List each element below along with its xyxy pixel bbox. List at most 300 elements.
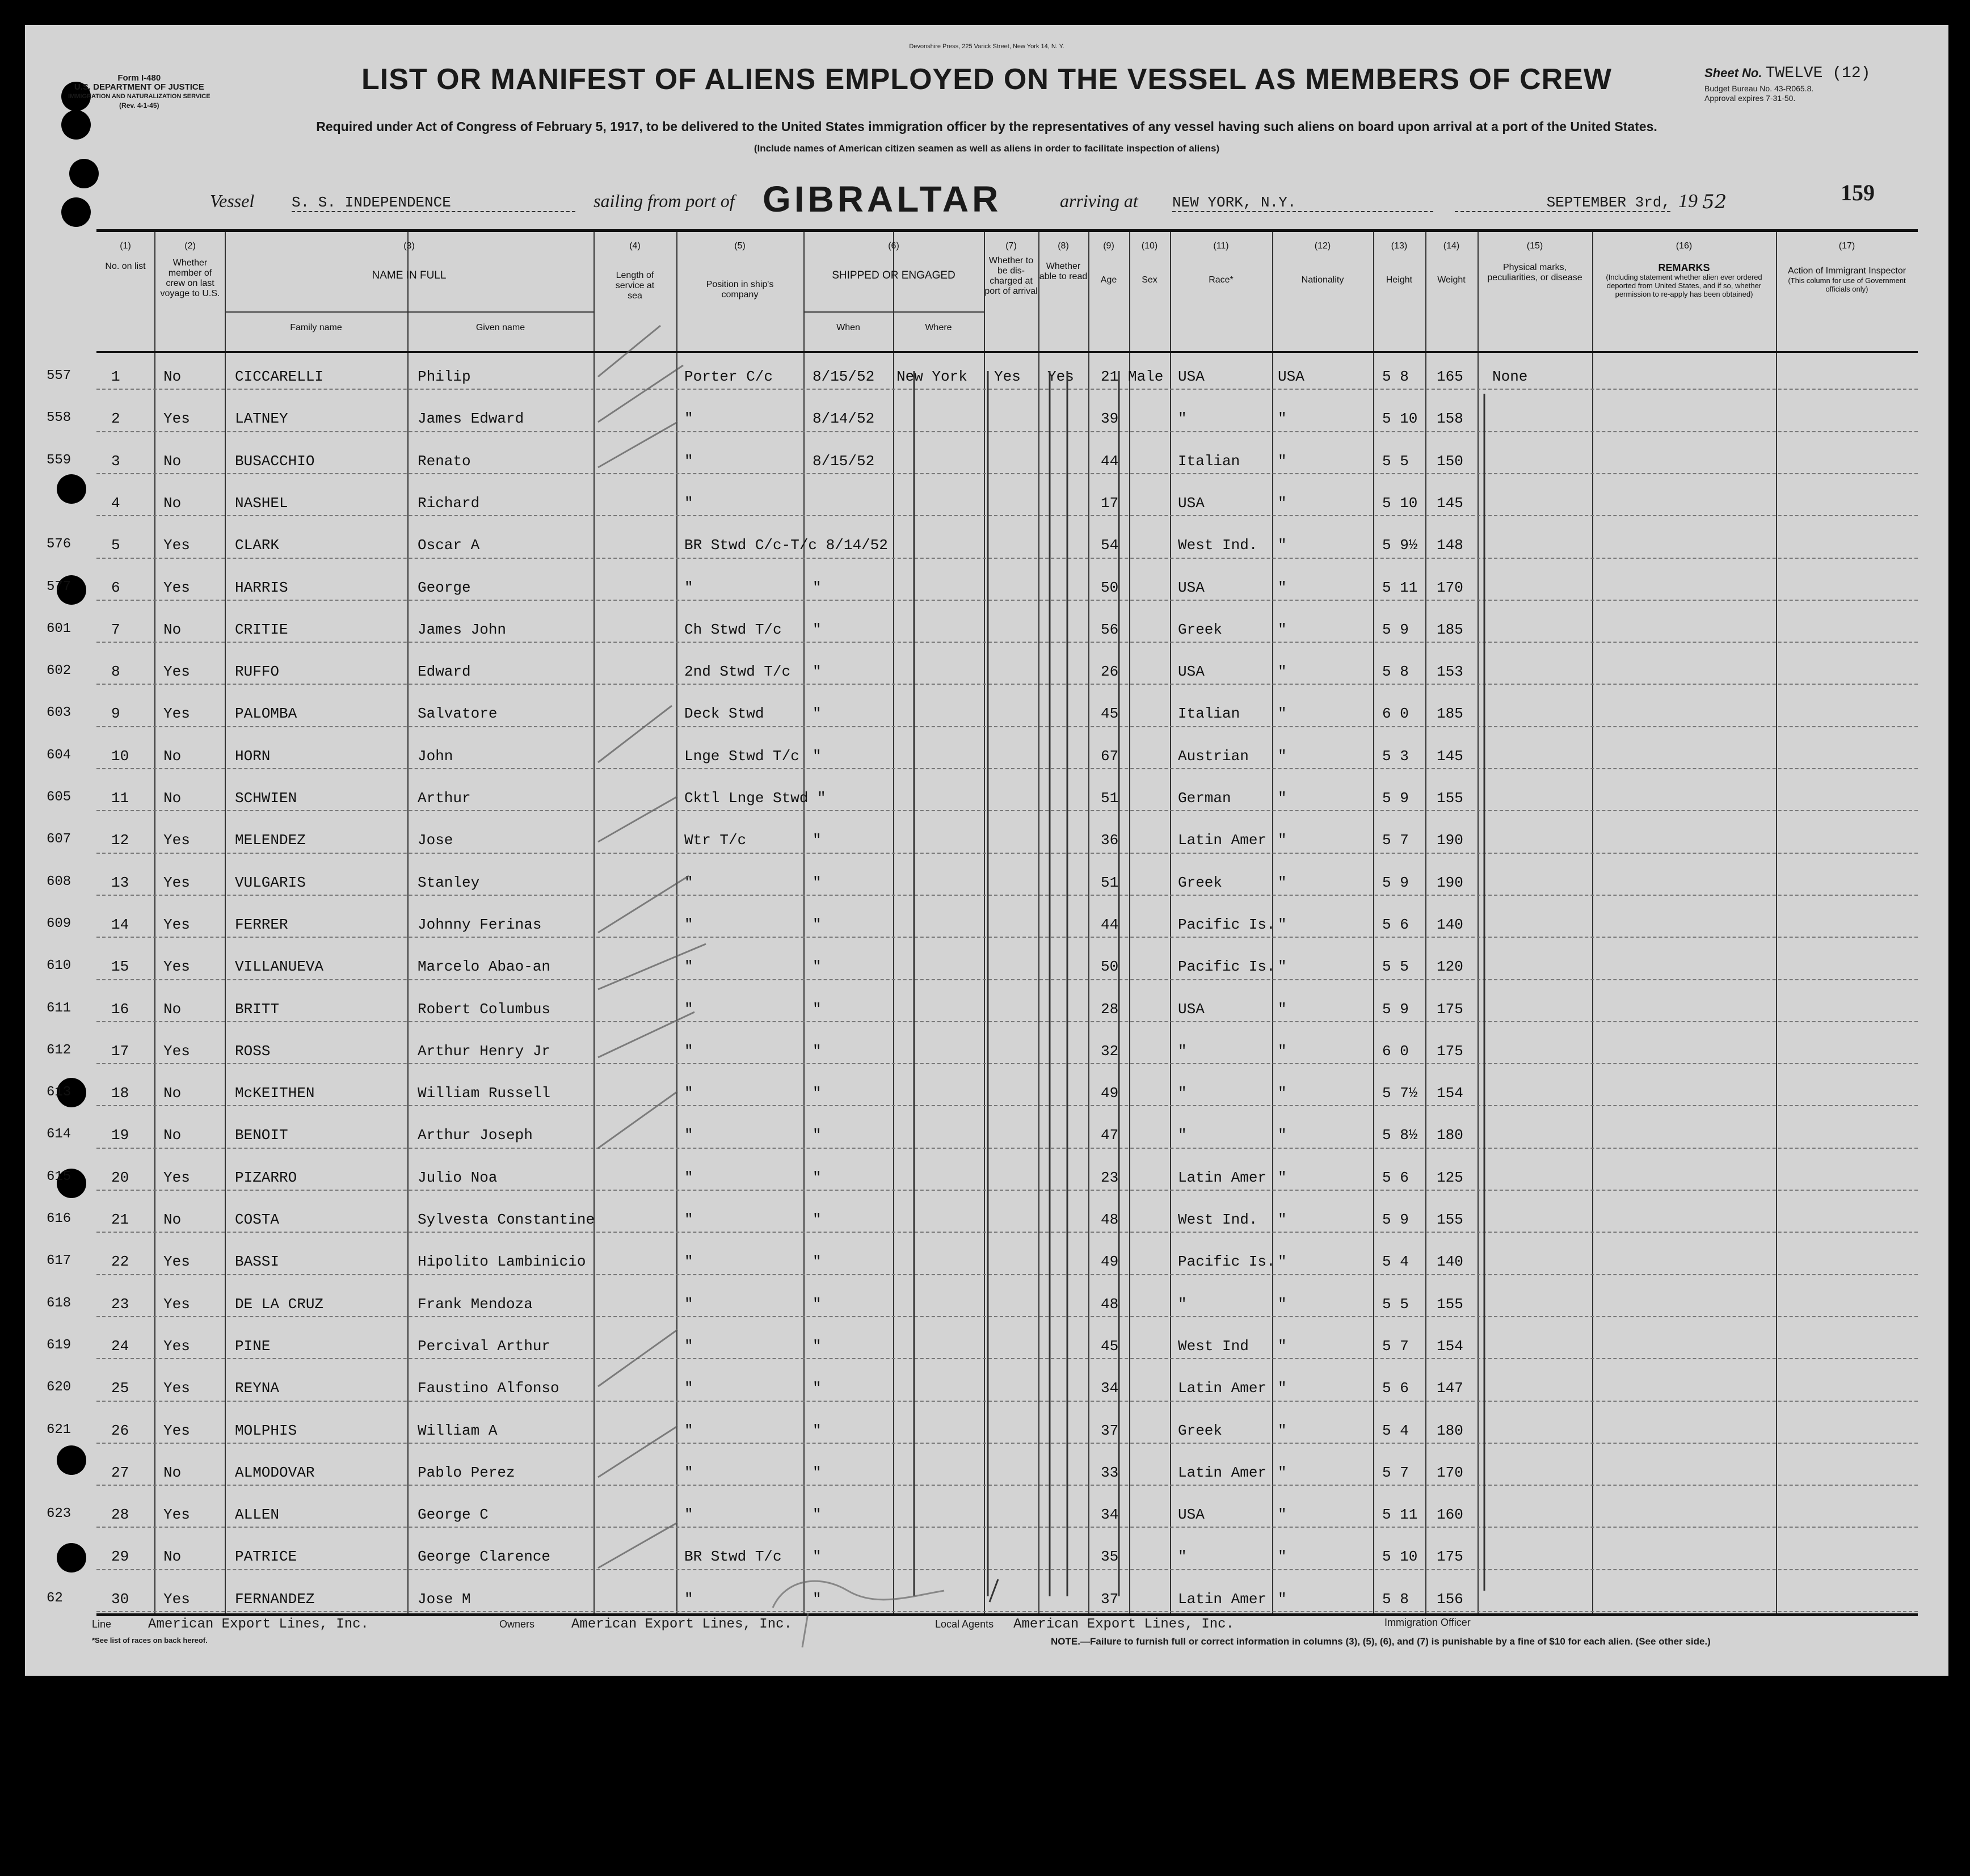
row-previous-voyage: Yes	[163, 1337, 190, 1355]
row-position: "	[684, 452, 693, 470]
footer-agents: Local Agents American Export Lines, Inc.	[935, 1617, 1234, 1632]
row-family-name: COSTA	[235, 1211, 280, 1228]
row-weight: 175	[1437, 1042, 1463, 1060]
row-previous-voyage: No	[163, 790, 182, 807]
row-physical-marks: None	[1492, 368, 1528, 385]
header-col12: (12) Nationality	[1301, 241, 1344, 285]
row-given-name: Renato	[418, 452, 471, 470]
row-position: "	[684, 1169, 693, 1186]
row-previous-voyage: No	[163, 747, 182, 765]
row-previous-voyage: No	[163, 452, 182, 470]
row-family-name: PINE	[235, 1337, 271, 1355]
header-col3: (3) NAME IN FULL	[372, 241, 447, 281]
row-age: 51	[1101, 790, 1119, 807]
row-reference-number: 603	[47, 705, 71, 721]
row-height: 5 9	[1382, 874, 1409, 891]
row-previous-voyage: Yes	[163, 916, 190, 933]
row-height: 5 8	[1382, 368, 1409, 385]
row-list-number: 10	[111, 747, 129, 765]
arriving-label: arriving at	[1060, 191, 1138, 211]
row-family-name: HARRIS	[235, 579, 288, 596]
row-list-number: 8	[111, 663, 120, 681]
row-shipped-when: "	[813, 1295, 822, 1313]
row-given-name: Johnny Ferinas	[418, 916, 542, 933]
row-nationality: "	[1278, 452, 1287, 470]
row-race: "	[1178, 410, 1187, 428]
row-list-number: 19	[111, 1127, 129, 1144]
row-rule	[96, 979, 1918, 980]
header-col4: (4) Length of service at sea	[615, 241, 655, 301]
column-divider	[1776, 232, 1777, 1613]
row-shipped-when: "	[813, 916, 822, 933]
row-shipped-when: "	[813, 958, 822, 976]
row-given-name: Edward	[418, 663, 471, 681]
row-race: German	[1178, 790, 1231, 807]
vessel-name: S. S. INDEPENDENCE	[292, 194, 575, 212]
row-age: 28	[1101, 1000, 1119, 1018]
row-list-number: 26	[111, 1422, 129, 1439]
row-shipped-when: "	[813, 579, 822, 596]
row-height: 5 10	[1382, 494, 1418, 512]
header-col14: (14) Weight	[1437, 241, 1466, 285]
row-list-number: 28	[111, 1506, 129, 1524]
row-weight: 185	[1437, 621, 1463, 638]
punch-hole	[57, 1445, 86, 1475]
row-height: 5 6	[1382, 1380, 1409, 1397]
row-age: 26	[1101, 663, 1119, 681]
row-shipped-when: "	[813, 1211, 822, 1228]
row-nationality: "	[1278, 832, 1287, 849]
column-divider	[1170, 232, 1171, 1613]
row-position: Lnge Stwd T/c	[684, 747, 799, 765]
row-previous-voyage: Yes	[163, 1295, 190, 1313]
row-given-name: William Russell	[418, 1085, 551, 1102]
row-shipped-when: 8/15/52	[813, 452, 875, 470]
row-height: 5 5	[1382, 452, 1409, 470]
row-family-name: McKEITHEN	[235, 1085, 315, 1102]
row-rule	[96, 600, 1918, 601]
row-previous-voyage: No	[163, 1211, 182, 1228]
row-reference-number: 577	[47, 579, 71, 595]
row-weight: 140	[1437, 1253, 1463, 1271]
row-position: Porter C/c	[684, 368, 773, 385]
row-age: 32	[1101, 1042, 1119, 1060]
printer-imprint: Devonshire Press, 225 Varick Street, New York 14, N. Y.	[909, 43, 1064, 50]
row-given-name: John	[418, 747, 453, 765]
row-nationality: "	[1278, 1042, 1287, 1060]
row-list-number: 17	[111, 1042, 129, 1060]
row-shipped-when: 8/15/52	[813, 368, 875, 385]
column-divider	[1373, 232, 1374, 1613]
row-weight: 147	[1437, 1380, 1463, 1397]
punch-hole	[57, 1543, 86, 1573]
row-reference-number: 608	[47, 874, 71, 889]
row-race: "	[1178, 1085, 1187, 1102]
line-value: American Export Lines, Inc.	[148, 1617, 369, 1632]
row-shipped-when: "	[813, 874, 822, 891]
row-race: Latin Amer	[1178, 1380, 1267, 1397]
row-height: 5 7	[1382, 1464, 1409, 1481]
row-list-number: 27	[111, 1464, 129, 1481]
row-position: "	[684, 958, 693, 976]
row-list-number: 29	[111, 1548, 129, 1566]
row-age: 17	[1101, 494, 1119, 512]
row-height: 5 8½	[1382, 1127, 1418, 1144]
row-given-name: Julio Noa	[418, 1169, 498, 1186]
punch-hole	[57, 474, 86, 504]
name-subheader-line	[225, 311, 593, 313]
row-reference-number: 557	[47, 368, 71, 383]
row-family-name: PALOMBA	[235, 705, 297, 723]
row-reference-number: 614	[47, 1127, 71, 1143]
row-previous-voyage: Yes	[163, 1169, 190, 1186]
row-weight: 175	[1437, 1000, 1463, 1018]
row-shipped-when: "	[813, 621, 822, 638]
row-weight: 185	[1437, 705, 1463, 723]
row-able-to-read: Yes	[1047, 368, 1074, 385]
row-list-number: 3	[111, 452, 120, 470]
column-divider	[593, 232, 595, 1613]
row-family-name: BRITT	[235, 1000, 280, 1018]
row-given-name: Richard	[418, 494, 480, 512]
row-list-number: 2	[111, 410, 120, 428]
row-given-name: George	[418, 579, 471, 596]
column-divider	[407, 232, 409, 1613]
row-family-name: PATRICE	[235, 1548, 297, 1566]
column-divider	[154, 232, 155, 1613]
row-position: "	[684, 494, 693, 512]
row-position: BR Stwd C/c-T/c 8/14/52	[684, 537, 888, 554]
row-reference-number: 602	[47, 663, 71, 679]
row-given-name: Arthur	[418, 790, 471, 807]
row-rule	[96, 1232, 1918, 1233]
row-position: Wtr T/c	[684, 832, 747, 849]
row-previous-voyage: Yes	[163, 1042, 190, 1060]
header-family-name: Family name	[290, 323, 342, 332]
row-height: 5 4	[1382, 1422, 1409, 1439]
row-rule	[96, 1358, 1918, 1359]
row-race: "	[1178, 1042, 1187, 1060]
row-weight: 190	[1437, 832, 1463, 849]
row-height: 5 6	[1382, 1169, 1409, 1186]
row-family-name: DE LA CRUZ	[235, 1295, 324, 1313]
row-rule	[96, 1485, 1918, 1486]
page-number: 159	[1841, 180, 1875, 205]
row-list-number: 15	[111, 958, 129, 976]
row-position: Deck Stwd	[684, 705, 764, 723]
row-weight: 175	[1437, 1548, 1463, 1566]
row-rule	[96, 1190, 1918, 1191]
owners-value: American Export Lines, Inc.	[571, 1617, 792, 1632]
row-weight: 150	[1437, 452, 1463, 470]
row-previous-voyage: No	[163, 1548, 182, 1566]
row-family-name: NASHEL	[235, 494, 288, 512]
row-position: "	[684, 1422, 693, 1439]
row-weight: 180	[1437, 1127, 1463, 1144]
row-height: 5 4	[1382, 1253, 1409, 1271]
column-divider	[225, 232, 226, 1613]
row-weight: 156	[1437, 1590, 1463, 1608]
row-family-name: FERRER	[235, 916, 288, 933]
row-given-name: William A	[418, 1422, 498, 1439]
row-age: 36	[1101, 832, 1119, 849]
row-height: 5 10	[1382, 1548, 1418, 1566]
row-nationality: "	[1278, 874, 1287, 891]
row-rule	[96, 810, 1918, 811]
row-race: USA	[1178, 579, 1205, 596]
row-age: 67	[1101, 747, 1119, 765]
row-position: Cktl Lnge Stwd "	[684, 790, 826, 807]
row-reference-number: 601	[47, 621, 71, 636]
row-weight: 155	[1437, 1295, 1463, 1313]
row-family-name: ROSS	[235, 1042, 271, 1060]
row-reference-number: 607	[47, 832, 71, 848]
footer-line: Line American Export Lines, Inc.	[92, 1617, 369, 1632]
row-age: 23	[1101, 1169, 1119, 1186]
row-given-name: Hipolito Lambinicio	[418, 1253, 586, 1271]
row-reference-number: 559	[47, 452, 71, 468]
row-rule	[96, 853, 1918, 854]
row-age: 37	[1101, 1422, 1119, 1439]
row-shipped-when: "	[813, 705, 822, 723]
header-bottom-line	[96, 351, 1918, 353]
row-weight: 154	[1437, 1337, 1463, 1355]
row-previous-voyage: No	[163, 1085, 182, 1102]
row-shipped-when: "	[813, 747, 822, 765]
column-divider	[893, 232, 894, 1613]
row-rule	[96, 1063, 1918, 1064]
row-shipped-when: "	[813, 1422, 822, 1439]
header-col8: (8) Whether able to read	[1039, 241, 1088, 281]
row-age: 45	[1101, 1337, 1119, 1355]
races-note: *See list of races on back hereof.	[92, 1636, 208, 1645]
row-list-number: 25	[111, 1380, 129, 1397]
row-given-name: Faustino Alfonso	[418, 1380, 559, 1397]
row-reference-number: 616	[47, 1211, 71, 1226]
row-nationality: "	[1278, 790, 1287, 807]
row-shipped-when: "	[813, 1548, 822, 1566]
row-list-number: 7	[111, 621, 120, 638]
row-given-name: George Clarence	[418, 1548, 551, 1566]
row-previous-voyage: Yes	[163, 874, 190, 891]
row-rule	[96, 768, 1918, 769]
row-rule	[96, 1611, 1918, 1612]
row-rule	[96, 473, 1918, 474]
row-nationality: "	[1278, 1295, 1287, 1313]
column-divider	[1129, 232, 1130, 1613]
penalty-note: NOTE.—Failure to furnish full or correct information in columns (3), (5), (6), and (7) is punishable by a fine of $10 for each alien. (See other side.)	[1051, 1636, 1711, 1647]
row-nationality: "	[1278, 1169, 1287, 1186]
row-race: Pacific Is.	[1178, 958, 1276, 976]
row-reference-number: 623	[47, 1506, 71, 1522]
row-nationality: USA	[1278, 368, 1304, 385]
row-discharged: Yes	[994, 368, 1021, 385]
budget-number: Budget Bureau No. 43-R065.8.	[1704, 84, 1814, 93]
row-race: Latin Amer	[1178, 1464, 1267, 1481]
row-previous-voyage: Yes	[163, 1590, 190, 1608]
column-divider	[984, 232, 985, 1613]
row-race: "	[1178, 1548, 1187, 1566]
row-rule	[96, 389, 1918, 390]
row-given-name: Pablo Perez	[418, 1464, 515, 1481]
row-nationality: "	[1278, 1548, 1287, 1566]
row-reference-number: 620	[47, 1380, 71, 1396]
row-shipped-when: "	[813, 832, 822, 849]
row-given-name: James John	[418, 621, 507, 638]
row-race: Italian	[1178, 452, 1240, 470]
row-previous-voyage: Yes	[163, 1253, 190, 1271]
row-position: "	[684, 916, 693, 933]
header-col16: (16) REMARKS (Including statement whether alien ever ordered deported from United States, and if so, whether permission to re-apply has been obtained)	[1606, 241, 1762, 298]
row-weight: 140	[1437, 916, 1463, 933]
row-age: 35	[1101, 1548, 1119, 1566]
row-weight: 190	[1437, 874, 1463, 891]
row-list-number: 22	[111, 1253, 129, 1271]
row-height: 5 9	[1382, 790, 1409, 807]
row-rule	[96, 558, 1918, 559]
row-race: "	[1178, 1127, 1187, 1144]
column-divider	[1478, 232, 1479, 1613]
row-rule	[96, 1274, 1918, 1275]
row-age: 51	[1101, 874, 1119, 891]
row-height: 5 8	[1382, 663, 1409, 681]
row-weight: 148	[1437, 537, 1463, 554]
row-reference-number: 605	[47, 790, 71, 805]
row-nationality: "	[1278, 1211, 1287, 1228]
row-height: 5 9	[1382, 621, 1409, 638]
row-shipped-when: 8/14/52	[813, 410, 875, 428]
port-label: sailing from port of	[593, 191, 735, 211]
row-race: Greek	[1178, 1422, 1223, 1439]
row-nationality: "	[1278, 958, 1287, 976]
row-weight: 154	[1437, 1085, 1463, 1102]
header-col2: (2) Whether member of crew on last voyage to U.S.	[160, 241, 220, 298]
agents-value: American Export Lines, Inc.	[1013, 1617, 1234, 1632]
row-reference-number: 621	[47, 1422, 71, 1437]
sheet-number-label: Sheet No.	[1704, 66, 1762, 80]
row-race: USA	[1178, 1506, 1205, 1524]
row-height: 5 9	[1382, 1000, 1409, 1018]
row-weight: 180	[1437, 1422, 1463, 1439]
row-reference-number: 617	[47, 1253, 71, 1269]
row-family-name: CICCARELLI	[235, 368, 324, 385]
header-col7: (7) Whether to be dis-charged at port of arrival	[984, 241, 1038, 296]
row-shipped-when: "	[813, 1337, 822, 1355]
row-previous-voyage: No	[163, 494, 182, 512]
row-age: 48	[1101, 1295, 1119, 1313]
row-height: 5 5	[1382, 958, 1409, 976]
row-nationality: "	[1278, 410, 1287, 428]
row-age: 48	[1101, 1211, 1119, 1228]
row-list-number: 9	[111, 705, 120, 723]
row-shipped-when: "	[813, 1127, 822, 1144]
row-family-name: FERNANDEZ	[235, 1590, 315, 1608]
row-race: Latin Amer	[1178, 832, 1267, 849]
row-position: "	[684, 874, 693, 891]
row-age: 33	[1101, 1464, 1119, 1481]
row-reference-number: 619	[47, 1337, 71, 1353]
row-rule	[96, 1443, 1918, 1444]
row-shipped-when: "	[813, 1253, 822, 1271]
row-age: 44	[1101, 916, 1119, 933]
row-list-number: 11	[111, 790, 129, 807]
row-rule	[96, 1148, 1918, 1149]
row-list-number: 18	[111, 1085, 129, 1102]
row-shipped-when: "	[813, 1506, 822, 1524]
row-nationality: "	[1278, 1464, 1287, 1481]
row-given-name: Oscar A	[418, 537, 480, 554]
row-position: "	[684, 1590, 693, 1608]
row-race: Italian	[1178, 705, 1240, 723]
row-weight: 165	[1437, 368, 1463, 385]
row-shipped-where: New York	[896, 368, 967, 385]
row-rule	[96, 726, 1918, 727]
row-age: 54	[1101, 537, 1119, 554]
row-weight: 155	[1437, 1211, 1463, 1228]
shipped-subheader-line	[803, 311, 984, 313]
row-rule	[96, 1105, 1918, 1106]
row-position: Ch Stwd T/c	[684, 621, 782, 638]
row-rule	[96, 895, 1918, 896]
row-given-name: Frank Mendoza	[418, 1295, 533, 1313]
row-list-number: 4	[111, 494, 120, 512]
row-list-number: 6	[111, 579, 120, 596]
row-age: 39	[1101, 410, 1119, 428]
row-list-number: 14	[111, 916, 129, 933]
row-previous-voyage: No	[163, 1127, 182, 1144]
row-family-name: HORN	[235, 747, 271, 765]
row-previous-voyage: Yes	[163, 705, 190, 723]
row-family-name: ALLEN	[235, 1506, 280, 1524]
row-nationality: "	[1278, 1422, 1287, 1439]
row-race: West Ind.	[1178, 537, 1258, 554]
header-col6: (6) SHIPPED OR ENGAGED	[832, 241, 955, 281]
row-nationality: "	[1278, 916, 1287, 933]
year-value: 52	[1702, 191, 1727, 213]
row-reference-number: 615	[47, 1169, 71, 1184]
row-family-name: MELENDEZ	[235, 832, 306, 849]
row-height: 5 7½	[1382, 1085, 1418, 1102]
row-weight: 160	[1437, 1506, 1463, 1524]
row-race: West Ind	[1178, 1337, 1249, 1355]
row-race: Pacific Is.	[1178, 916, 1276, 933]
row-previous-voyage: No	[163, 1000, 182, 1018]
row-height: 5 7	[1382, 1337, 1409, 1355]
header-where: Where	[925, 323, 952, 332]
row-nationality: "	[1278, 1380, 1287, 1397]
row-list-number: 24	[111, 1337, 129, 1355]
header-col1: (1) No. on list	[105, 241, 146, 271]
row-given-name: Percival Arthur	[418, 1337, 551, 1355]
row-height: 5 5	[1382, 1295, 1409, 1313]
header-col13: (13) Height	[1386, 241, 1413, 285]
row-list-number: 16	[111, 1000, 129, 1018]
row-shipped-when: "	[813, 1464, 822, 1481]
row-height: 5 10	[1382, 410, 1418, 428]
row-rule	[96, 1527, 1918, 1528]
row-weight: 120	[1437, 958, 1463, 976]
row-previous-voyage: Yes	[163, 663, 190, 681]
row-nationality: "	[1278, 537, 1287, 554]
row-height: 5 8	[1382, 1590, 1409, 1608]
row-given-name: Salvatore	[418, 705, 498, 723]
row-family-name: PIZARRO	[235, 1169, 297, 1186]
row-weight: 153	[1437, 663, 1463, 681]
row-height: 5 3	[1382, 747, 1409, 765]
row-nationality: "	[1278, 705, 1287, 723]
row-list-number: 13	[111, 874, 129, 891]
column-divider	[1088, 232, 1089, 1613]
